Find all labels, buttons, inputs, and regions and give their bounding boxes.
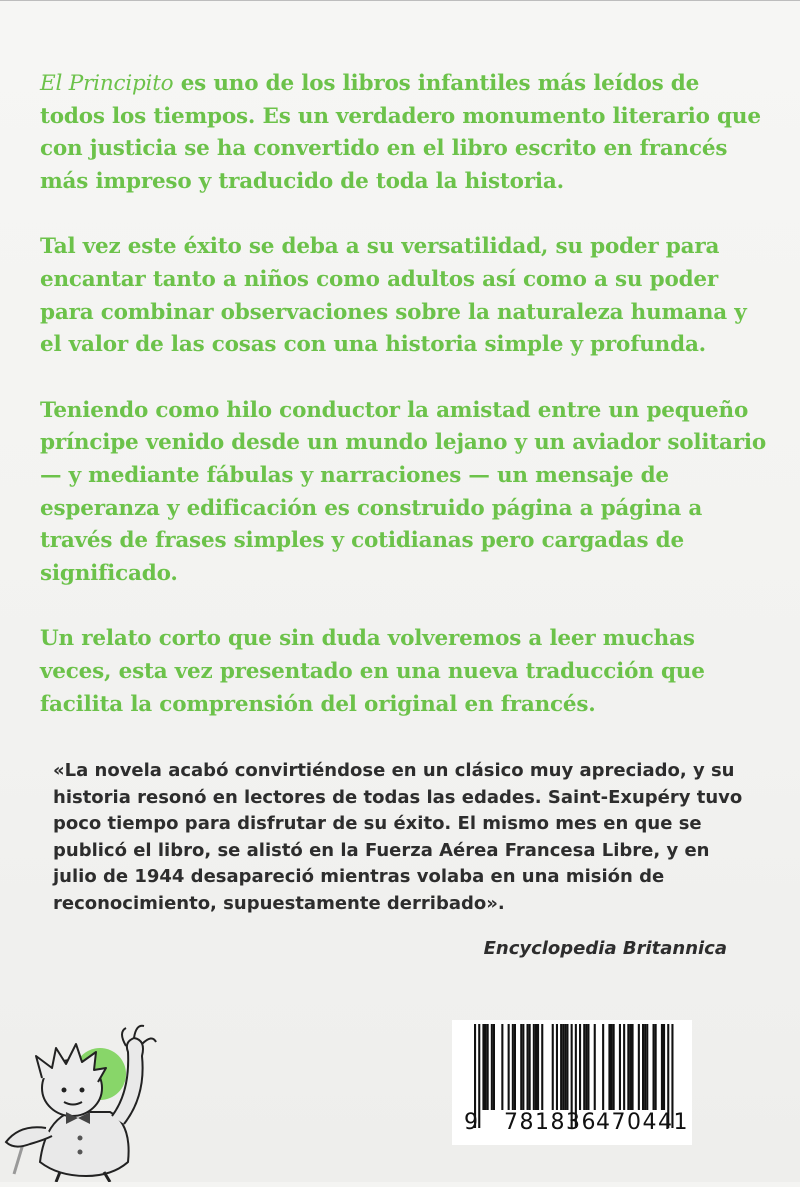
barcode-bar xyxy=(629,1024,631,1110)
barcode-bar xyxy=(583,1024,585,1110)
barcode-bar xyxy=(501,1024,503,1110)
barcode-bar xyxy=(552,1024,554,1110)
barcode-bar xyxy=(608,1024,610,1110)
blurb-paragraph-4: Un relato corto que sin duda volveremos a leer muchas veces, esta vez presentado en una nueva traducción que facilita la comprensión del original en francés. xyxy=(40,626,705,717)
blurb-paragraph-3: Teniendo como hilo conductor la amistad entre un pequeño príncipe venido desde un mundo lejano y un aviador solitario — y mediante fábulas y narraciones — un mensaje de esperanza y edificación es construido página a página a través de frases simples y cotidianas pero cargadas de significado. xyxy=(40,397,767,586)
review-quote: «La novela acabó convirtiéndose en un clásico muy apreciado, y su historia resonó en lectores de todas las edades. Saint-Exupéry tuvo poco tiempo para disfrutar de su éxito. El mismo mes en que se publicó el libro, se alistó en la Fuerza Aérea Francesa Libre, y en julio de 1944 desapareció mientras volaba en una misión de reconocimiento, supuestamente derribado». xyxy=(53,760,743,914)
barcode-bar xyxy=(533,1024,535,1110)
barcode-digits xyxy=(452,1110,692,1140)
barcode-bar xyxy=(535,1024,537,1110)
barcode-bar xyxy=(508,1024,510,1110)
blurb-paragraph-2: Tal vez este éxito se deba a su versatilidad, su poder para encantar tanto a niños como adultos así como a su poder para combinar observaciones sobre la naturaleza humana y el valor de las cosas con una historia simple y profunda. xyxy=(40,234,747,358)
barcode-bar xyxy=(564,1024,566,1110)
barcode-bar xyxy=(493,1024,495,1110)
barcode-bar xyxy=(585,1024,587,1110)
barcode-bar xyxy=(566,1024,568,1110)
barcode-bar xyxy=(527,1024,529,1110)
barcode-bar xyxy=(646,1024,648,1110)
barcode-bar xyxy=(579,1024,581,1110)
barcode-bar xyxy=(661,1024,663,1110)
barcode-bar xyxy=(560,1024,562,1110)
barcode-bar xyxy=(520,1024,522,1110)
barcode-bar xyxy=(485,1024,487,1110)
barcode-first-digit: 9 xyxy=(464,1110,478,1135)
barcode-bar xyxy=(541,1024,543,1110)
barcode-bar xyxy=(522,1024,524,1110)
barcode-bar xyxy=(655,1024,657,1110)
barcode-bar xyxy=(638,1024,640,1110)
blurb-paragraph-1 xyxy=(40,68,770,198)
barcode-bar xyxy=(611,1024,613,1110)
blurb xyxy=(40,68,770,754)
barcode-bar xyxy=(602,1024,604,1110)
barcode-bar xyxy=(556,1024,558,1110)
quote-source: Encyclopedia Britannica xyxy=(483,938,727,959)
barcode-bar xyxy=(482,1024,484,1110)
barcode-bar xyxy=(623,1024,625,1110)
barcode-bar xyxy=(613,1024,615,1110)
barcode-bar xyxy=(514,1024,516,1110)
barcode-bar xyxy=(644,1024,646,1110)
barcode-right-group: 470441 xyxy=(596,1110,689,1135)
barcode-bar xyxy=(663,1024,665,1110)
barcode-bar xyxy=(537,1024,539,1110)
barcode-bar xyxy=(512,1024,514,1110)
barcode-bar xyxy=(642,1024,644,1110)
book-title: El Principito xyxy=(40,71,174,96)
top-edge xyxy=(0,0,800,7)
barcode-bar xyxy=(594,1024,596,1110)
barcode-bar xyxy=(653,1024,655,1110)
barcode-bar xyxy=(562,1024,564,1110)
isbn-barcode xyxy=(452,1020,692,1145)
little-prince-icon xyxy=(0,1012,170,1182)
barcode-bar xyxy=(619,1024,621,1110)
barcode-bar xyxy=(632,1024,634,1110)
barcode-bar xyxy=(587,1024,589,1110)
barcode-bar xyxy=(487,1024,489,1110)
barcode-bar xyxy=(529,1024,531,1110)
blurb-paragraph-1-text: es uno de los libros infantiles más leídos de todos los tiempos. Es un verdadero monumento literario que con justicia se ha convertido en el libro escrito en francés más impreso y traducido de toda la historia. xyxy=(40,71,761,194)
barcode-left-group: 781836 xyxy=(504,1110,597,1135)
barcode-bar xyxy=(491,1024,493,1110)
barcode-bar xyxy=(627,1024,629,1110)
